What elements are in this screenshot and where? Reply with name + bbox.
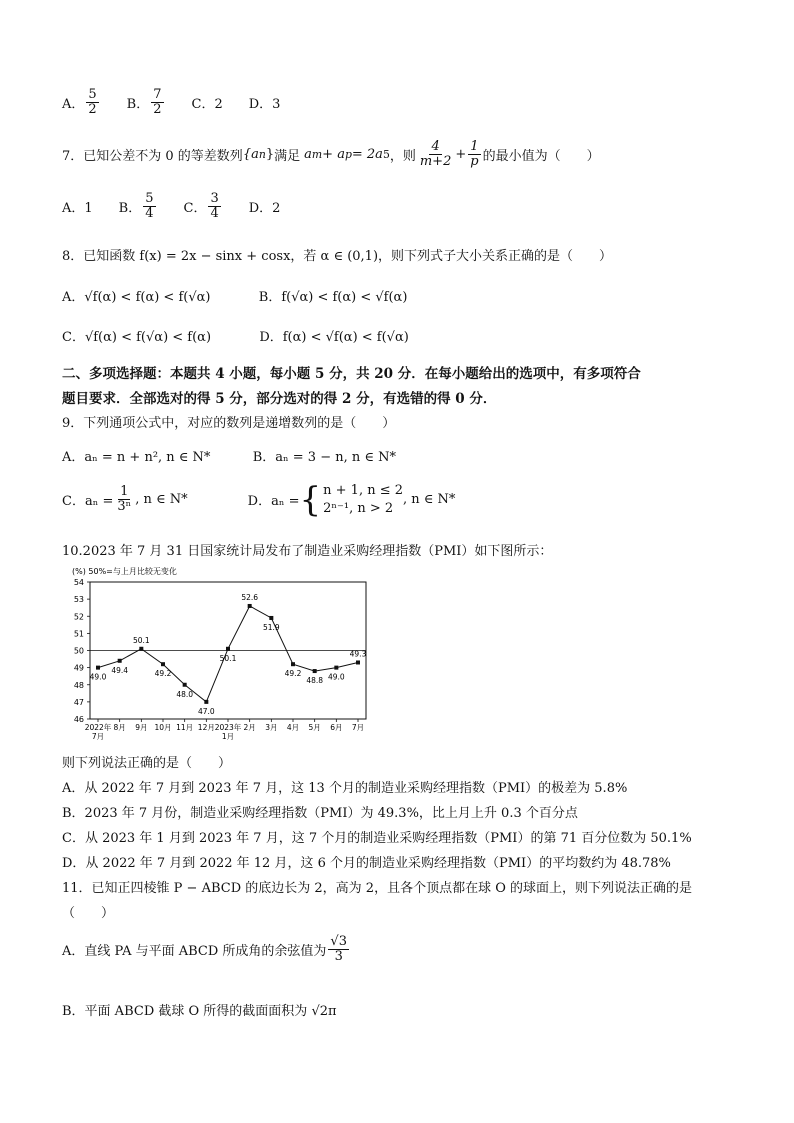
q8-stem: 8．已知函数 f(x) = 2x − sinx + cosx，若 α ∈ (0,1)，则下列式子大小关系正确的是（ ） bbox=[62, 249, 613, 264]
denominator: 3ⁿ bbox=[117, 499, 132, 515]
q6-options bbox=[62, 88, 280, 116]
data-point bbox=[356, 660, 360, 664]
q8-options-ab bbox=[62, 286, 407, 305]
q7-option-c: C． bbox=[183, 200, 207, 216]
q7-eq-sub: 5 bbox=[382, 147, 390, 161]
q11-option-b bbox=[62, 1000, 337, 1019]
q8-option-b: B．f(√α) < f(α) < √f(α) bbox=[258, 290, 408, 305]
q7-eq: = 2a bbox=[351, 146, 383, 162]
q8-option-d: D．f(α) < √f(α) < f(√α) bbox=[259, 330, 409, 345]
numerator: 1 bbox=[120, 484, 129, 500]
q11-stem: 11．已知正四棱锥 P − ABCD 的底边长为 2，高为 2，且各个顶点都在球 O 的球面上，则下列说法正确的是 bbox=[62, 881, 692, 896]
q10-after-chart: 则下列说法正确的是（ ） bbox=[62, 756, 232, 771]
q9-option-c-domain: , n ∈ N* bbox=[135, 492, 188, 508]
q11-option-a-text: A．直线 PA 与平面 ABCD 所成角的余弦值为 bbox=[62, 943, 327, 959]
q9-option-c-fraction bbox=[115, 485, 133, 513]
numerator: 5 bbox=[88, 87, 97, 102]
q7-option-a: A．1 bbox=[62, 200, 93, 216]
data-point bbox=[334, 666, 338, 670]
x-tick-label: 3月 bbox=[265, 723, 278, 732]
q11-option-b-value: √2π bbox=[311, 1004, 337, 1019]
data-label: 49.4 bbox=[111, 665, 129, 675]
q9-option-b: B．aₙ = 3 − n, n ∈ N* bbox=[252, 450, 397, 465]
q6-option-c: C．2 bbox=[191, 96, 223, 112]
x-tick-label: 12月 bbox=[197, 723, 215, 732]
section-2-heading-line1: 二、多项选择题：本题共 4 小题，每小题 5 分，共 20 分．在每小题给出的选项中，有多项符合 bbox=[62, 366, 641, 382]
data-label: 48.8 bbox=[306, 676, 324, 686]
q11-stem-continued: （ ） bbox=[62, 906, 115, 921]
data-point bbox=[139, 647, 143, 651]
q7-option-d: D．2 bbox=[248, 200, 281, 216]
q7-plus: + bbox=[455, 146, 467, 162]
data-point bbox=[161, 662, 165, 666]
x-tick-label: 7月 bbox=[351, 723, 365, 732]
x-tick-label: 2023年 bbox=[214, 723, 242, 732]
q10-option-c: C．从 2023 年 1 月到 2023 年 7 月，这 7 个月的制造业采购经理指数（PMI）的第 71 百分位数为 50.1% bbox=[62, 831, 692, 846]
data-point bbox=[204, 700, 208, 704]
q7-stem-part: 的最小值为（ ） bbox=[482, 148, 600, 164]
data-label: 50.1 bbox=[219, 653, 237, 663]
q7-stem-part: 7．已知公差不为 0 的等差数列 bbox=[62, 148, 243, 164]
numerator: 1 bbox=[470, 139, 479, 154]
x-tick-label: 8月 bbox=[113, 723, 126, 732]
data-point bbox=[248, 604, 252, 608]
x-tick-label: 4月 bbox=[286, 723, 300, 732]
y-tick-label: 52 bbox=[73, 612, 84, 622]
x-tick-label: 2022年 bbox=[84, 723, 112, 732]
data-label: 50.1 bbox=[132, 635, 150, 645]
data-label: 48.0 bbox=[176, 689, 194, 699]
q8-option-c: C．√f(α) < f(√α) < f(α) bbox=[62, 330, 212, 345]
q7-fraction-2 bbox=[468, 140, 480, 168]
q7-eq-sub: m bbox=[311, 147, 323, 161]
x-tick-label: 1月 bbox=[221, 732, 235, 741]
data-label: 47.0 bbox=[197, 706, 215, 716]
q10-option-d: D．从 2022 年 7 月到 2022 年 12 月，这 6 个月的制造业采购经理指数（PMI）的平均数约为 48.78% bbox=[62, 856, 671, 871]
y-tick-label: 48 bbox=[73, 680, 84, 690]
q6-option-b-fraction bbox=[151, 88, 163, 116]
q9-options-cd bbox=[62, 479, 456, 520]
data-label: 51.9 bbox=[262, 622, 280, 632]
numerator: 4 bbox=[431, 139, 440, 154]
q8-options-cd bbox=[62, 326, 409, 345]
data-point bbox=[269, 616, 273, 620]
q9-option-d-cases bbox=[323, 482, 403, 517]
q7-stem bbox=[62, 140, 600, 168]
q9-options-ab bbox=[62, 446, 396, 465]
x-tick-label: 2月 bbox=[243, 723, 256, 732]
q6-option-d: D．3 bbox=[248, 96, 281, 112]
data-label: 49.0 bbox=[89, 672, 107, 682]
data-label: 49.2 bbox=[284, 669, 302, 679]
q7-option-b: B． bbox=[118, 200, 142, 216]
q9-stem: 9．下列通项公式中，对应的数列是递增数列的是（ ） bbox=[62, 416, 396, 431]
q7-seq: {a bbox=[242, 146, 259, 162]
y-tick-label: 47 bbox=[73, 697, 84, 707]
q7-eq-sub: p bbox=[344, 147, 352, 161]
denominator: 2 bbox=[88, 101, 97, 117]
x-tick-label: 7月 bbox=[91, 732, 105, 741]
q6-option-a: A． bbox=[62, 96, 85, 112]
data-point bbox=[96, 666, 100, 670]
q10-stem: 10.2023 年 7 月 31 日国家统计局发布了制造业采购经理指数（PMI）如下图所示： bbox=[62, 544, 553, 559]
data-label: 49.0 bbox=[327, 672, 345, 682]
y-tick-label: 49 bbox=[73, 663, 84, 673]
data-label: 49.3 bbox=[349, 649, 367, 659]
numerator: 5 bbox=[145, 191, 154, 206]
q9-option-c: C．aₙ = bbox=[62, 494, 114, 510]
q11-option-a bbox=[62, 935, 351, 963]
numerator: 7 bbox=[153, 87, 162, 102]
section-2-heading-line2: 题目要求．全部选对的得 5 分，部分选对的得 2 分，有选错的得 0 分． bbox=[62, 391, 497, 407]
data-label: 49.2 bbox=[154, 669, 172, 679]
q10-option-a: A．从 2022 年 7 月到 2023 年 7 月，这 13 个月的制造业采购经理指数（PMI）的极差为 5.8% bbox=[62, 781, 628, 796]
q9-option-d: D．aₙ = bbox=[247, 494, 300, 510]
q7-option-b-fraction bbox=[143, 192, 155, 220]
data-point bbox=[183, 683, 187, 687]
data-point bbox=[226, 647, 230, 651]
q11-option-a-fraction bbox=[328, 935, 349, 963]
y-tick-label: 53 bbox=[73, 595, 84, 605]
x-tick-label: 5月 bbox=[308, 723, 321, 732]
q6-option-b: B． bbox=[126, 96, 150, 112]
x-tick-label: 11月 bbox=[176, 723, 194, 732]
denominator: 2 bbox=[153, 101, 162, 117]
q7-eq: a bbox=[304, 146, 312, 162]
q7-seq-close: } bbox=[265, 146, 275, 162]
x-tick-label: 10月 bbox=[154, 723, 172, 732]
q9-option-a: A．aₙ = n + n², n ∈ N* bbox=[62, 450, 211, 465]
data-point bbox=[291, 662, 295, 666]
x-tick-label: 9月 bbox=[135, 723, 148, 732]
q7-option-c-fraction bbox=[208, 192, 220, 220]
y-tick-label: 50 bbox=[73, 646, 84, 656]
chart-title: (%) 50%=与上月比较无变化 bbox=[72, 567, 177, 576]
q10-option-b: B．2023 年 7 月份，制造业采购经理指数（PMI）为 49.3%，比上月上升 0.3 个百分点 bbox=[62, 806, 578, 821]
q7-eq: + a bbox=[322, 146, 345, 162]
denominator: 4 bbox=[145, 205, 154, 221]
denominator: 3 bbox=[334, 948, 343, 964]
data-point bbox=[313, 669, 317, 673]
q9-option-d-case-1: n + 1, n ≤ 2 bbox=[323, 483, 404, 498]
numerator: √3 bbox=[330, 934, 347, 949]
numerator: 3 bbox=[210, 191, 219, 206]
data-label: 52.6 bbox=[241, 592, 259, 602]
denominator: p bbox=[470, 153, 479, 169]
q7-stem-part: 满足 bbox=[274, 148, 301, 164]
denominator: m+2 bbox=[419, 153, 452, 169]
q8-option-a: A．√f(α) < f(α) < f(√α) bbox=[62, 290, 211, 305]
q7-seq-sub: n bbox=[258, 147, 266, 161]
q6-option-a-fraction bbox=[86, 88, 98, 116]
q9-option-d-case-2: 2ⁿ⁻¹, n > 2 bbox=[323, 500, 394, 516]
q11-option-b-text: B．平面 ABCD 截球 O 所得的截面面积为 bbox=[62, 1004, 308, 1019]
data-point bbox=[118, 659, 122, 663]
q7-stem-part: ，则 bbox=[389, 148, 416, 164]
q9-option-d-domain: , n ∈ N* bbox=[403, 492, 456, 508]
q7-fraction-1 bbox=[418, 140, 454, 168]
y-tick-label: 54 bbox=[73, 578, 84, 587]
x-tick-label: 6月 bbox=[330, 723, 343, 732]
q9-option-d-brace: { bbox=[299, 479, 322, 520]
pmi-line-chart bbox=[60, 562, 380, 746]
q7-options bbox=[62, 192, 280, 220]
denominator: 4 bbox=[210, 205, 219, 221]
y-tick-label: 46 bbox=[73, 715, 84, 724]
y-tick-label: 51 bbox=[73, 629, 84, 639]
